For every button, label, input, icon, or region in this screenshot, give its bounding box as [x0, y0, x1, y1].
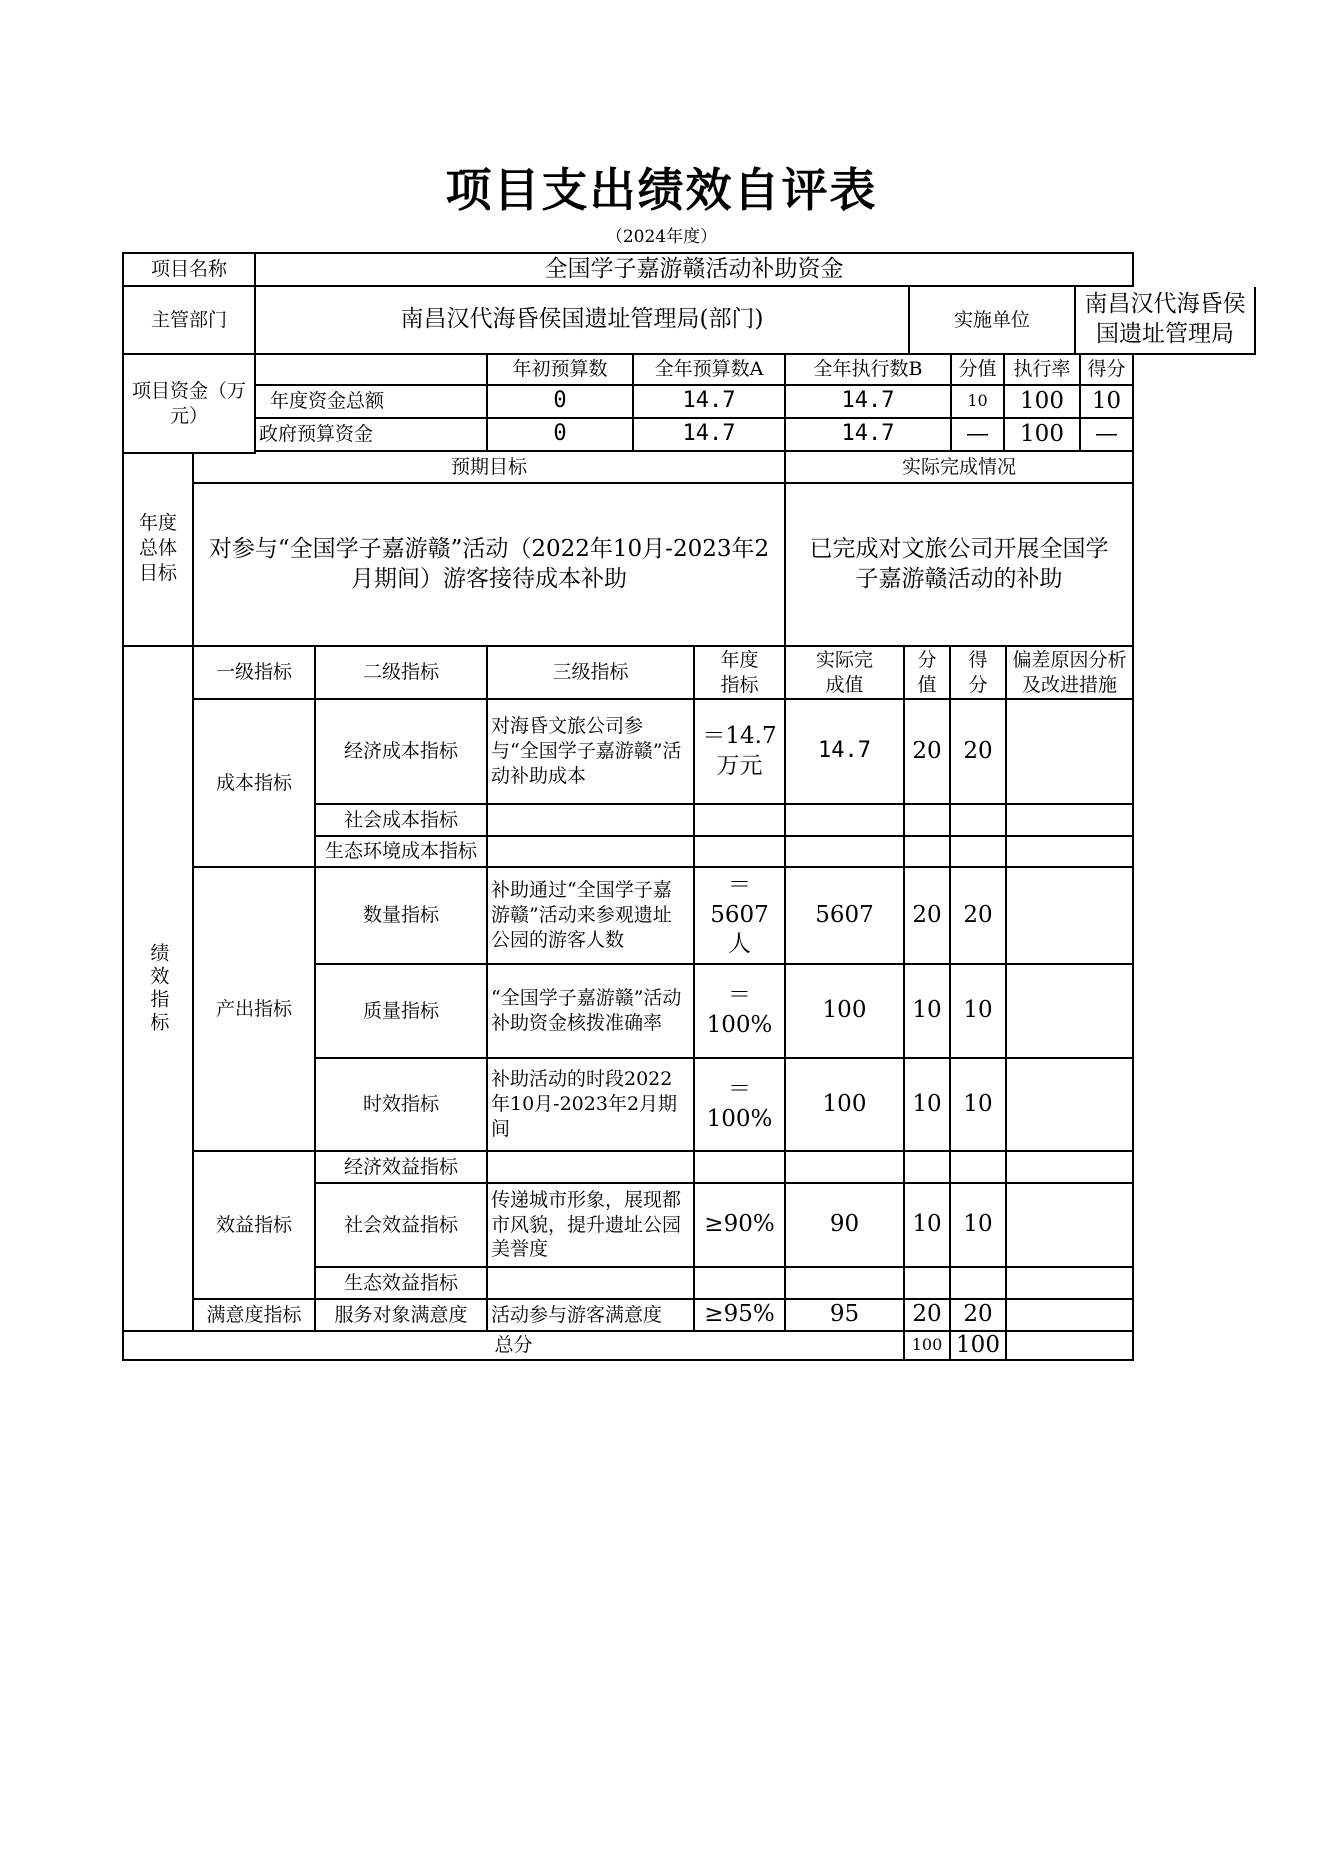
satisfaction-annual: ≥95% — [695, 1300, 786, 1332]
level1-cost: 成本指标 — [194, 700, 316, 868]
funds-row-gov-initial: 0 — [488, 419, 634, 452]
project-name-label: 项目名称 — [124, 254, 256, 287]
satisfaction-level3: 活动参与游客满意度 — [488, 1300, 695, 1332]
goals-expected: 对参与“全国学子嘉游赣”活动（2022年10月-2023年2月期间）游客接待成本补助 — [194, 484, 786, 647]
eco-benefit-annual — [695, 1268, 786, 1300]
total-score-value: 100 — [905, 1332, 951, 1361]
funds-header-score-value: 分值 — [952, 355, 1005, 386]
funds-row-total-budget: 14.7 — [634, 386, 786, 419]
goals-expected-header: 预期目标 — [194, 452, 786, 484]
quality-actual: 100 — [786, 965, 905, 1059]
funds-row-gov-executed: 14.7 — [786, 419, 952, 452]
eco-cost-score-value — [905, 837, 951, 868]
header-level2: 二级指标 — [316, 647, 488, 700]
funds-row-total-score-value: 10 — [952, 386, 1005, 419]
social-benefit-score: 10 — [951, 1184, 1007, 1268]
unit-label: 实施单位 — [910, 287, 1076, 355]
goals-actual: 已完成对文旅公司开展全国学子嘉游赣活动的补助 — [786, 484, 1134, 647]
econ-benefit-score-value — [905, 1152, 951, 1184]
project-name: 全国学子嘉游赣活动补助资金 — [256, 254, 1134, 287]
eco-benefit-actual — [786, 1268, 905, 1300]
eco-cost-score — [951, 837, 1007, 868]
econ-cost-level2: 经济成本指标 — [316, 700, 488, 805]
social-cost-level2: 社会成本指标 — [316, 805, 488, 837]
econ-benefit-level2: 经济效益指标 — [316, 1152, 488, 1184]
timeliness-deviation — [1007, 1059, 1134, 1152]
timeliness-score: 10 — [951, 1059, 1007, 1152]
social-cost-level3 — [488, 805, 695, 837]
header-actual: 实际完成值 — [786, 647, 905, 700]
eco-benefit-score — [951, 1268, 1007, 1300]
indicators-label-text: 绩效指标 — [147, 942, 170, 1035]
econ-cost-score-value: 20 — [905, 700, 951, 805]
social-benefit-level2: 社会效益指标 — [316, 1184, 488, 1268]
econ-cost-annual: ＝14.7万元 — [695, 700, 786, 805]
funds-row-gov-rate: 100 — [1005, 419, 1081, 452]
funds-row-gov-name: 政府预算资金 — [256, 419, 488, 452]
funds-row-total-score: 10 — [1081, 386, 1134, 419]
funds-header-executed: 全年执行数B — [786, 355, 952, 386]
level1-satisfaction: 满意度指标 — [194, 1300, 316, 1332]
funds-header-initial: 年初预算数 — [488, 355, 634, 386]
dept-label: 主管部门 — [124, 287, 256, 355]
quantity-annual: ＝5607人 — [695, 868, 786, 965]
timeliness-annual: ＝100% — [695, 1059, 786, 1152]
econ-benefit-actual — [786, 1152, 905, 1184]
timeliness-actual: 100 — [786, 1059, 905, 1152]
header-score: 得分 — [951, 647, 1007, 700]
timeliness-score-value: 10 — [905, 1059, 951, 1152]
econ-benefit-level3 — [488, 1152, 695, 1184]
indicators-label — [124, 647, 194, 1332]
econ-benefit-annual — [695, 1152, 786, 1184]
funds-row-total-name: 年度资金总额 — [256, 386, 488, 419]
quantity-actual: 5607 — [786, 868, 905, 965]
header-score-value: 分值 — [905, 647, 951, 700]
quantity-deviation — [1007, 868, 1134, 965]
satisfaction-actual: 95 — [786, 1300, 905, 1332]
year-subtitle: （2024年度） — [605, 227, 718, 247]
quality-score: 10 — [951, 965, 1007, 1059]
funds-header-blank — [256, 355, 488, 386]
eco-benefit-score-value — [905, 1268, 951, 1300]
econ-cost-actual: 14.7 — [786, 700, 905, 805]
social-benefit-actual: 90 — [786, 1184, 905, 1268]
evaluation-table — [122, 252, 1246, 1361]
social-cost-score-value — [905, 805, 951, 837]
quality-level3: “全国学子嘉游赣”活动补助资金核拨准确率 — [488, 965, 695, 1059]
header-level1: 一级指标 — [194, 647, 316, 700]
social-cost-score — [951, 805, 1007, 837]
goals-actual-header: 实际完成情况 — [786, 452, 1134, 484]
header-annual: 年度指标 — [695, 647, 786, 700]
timeliness-level3: 补助活动的时段2022年10月-2023年2月期间 — [488, 1059, 695, 1152]
eco-cost-actual — [786, 837, 905, 868]
quantity-score: 20 — [951, 868, 1007, 965]
funds-row-gov-score-value: — — [952, 419, 1005, 452]
funds-row-total-rate: 100 — [1005, 386, 1081, 419]
social-benefit-annual: ≥90% — [695, 1184, 786, 1268]
eco-cost-annual — [695, 837, 786, 868]
social-benefit-level3: 传递城市形象，展现都市风貌，提升遗址公园美誉度 — [488, 1184, 695, 1268]
quality-deviation — [1007, 965, 1134, 1059]
quantity-level3: 补助通过“全国学子嘉游赣”活动来参观遗址公园的游客人数 — [488, 868, 695, 965]
satisfaction-level2: 服务对象满意度 — [316, 1300, 488, 1332]
timeliness-level2: 时效指标 — [316, 1059, 488, 1152]
level1-benefit: 效益指标 — [194, 1152, 316, 1300]
eco-benefit-level3 — [488, 1268, 695, 1300]
funds-row-total-executed: 14.7 — [786, 386, 952, 419]
total-label: 总分 — [124, 1332, 905, 1361]
eco-benefit-deviation — [1007, 1268, 1134, 1300]
funds-header-rate: 执行率 — [1005, 355, 1081, 386]
social-benefit-score-value: 10 — [905, 1184, 951, 1268]
quality-annual: ＝100% — [695, 965, 786, 1059]
social-cost-actual — [786, 805, 905, 837]
funds-header-budget: 全年预算数A — [634, 355, 786, 386]
dept-value: 南昌汉代海昏侯国遗址管理局(部门) — [256, 287, 910, 355]
goals-label: 年度总体目标 — [124, 452, 194, 647]
header-deviation: 偏差原因分析及改进措施 — [1007, 647, 1134, 700]
quality-level2: 质量指标 — [316, 965, 488, 1059]
social-benefit-deviation — [1007, 1184, 1134, 1268]
eco-cost-level3 — [488, 837, 695, 868]
funds-header-score: 得分 — [1081, 355, 1134, 386]
quantity-level2: 数量指标 — [316, 868, 488, 965]
eco-benefit-level2: 生态效益指标 — [316, 1268, 488, 1300]
social-cost-annual — [695, 805, 786, 837]
econ-cost-score: 20 — [951, 700, 1007, 805]
funds-row-gov-score: — — [1081, 419, 1134, 452]
eco-cost-deviation — [1007, 837, 1134, 868]
econ-cost-deviation — [1007, 700, 1134, 805]
satisfaction-deviation — [1007, 1300, 1134, 1332]
total-deviation — [1007, 1332, 1134, 1361]
funds-label: 项目资金（万元） — [124, 355, 256, 454]
header-level3: 三级指标 — [488, 647, 695, 700]
econ-benefit-deviation — [1007, 1152, 1134, 1184]
unit-value: 南昌汉代海昏侯国遗址管理局 — [1076, 287, 1256, 355]
satisfaction-score-value: 20 — [905, 1300, 951, 1332]
quality-score-value: 10 — [905, 965, 951, 1059]
econ-cost-level3: 对海昏文旅公司参与“全国学子嘉游赣”活动补助成本 — [488, 700, 695, 805]
level1-output: 产出指标 — [194, 868, 316, 1152]
funds-row-total-initial: 0 — [488, 386, 634, 419]
satisfaction-score: 20 — [951, 1300, 1007, 1332]
quantity-score-value: 20 — [905, 868, 951, 965]
page-title: 项目支出绩效自评表 — [445, 163, 878, 217]
econ-benefit-score — [951, 1152, 1007, 1184]
social-cost-deviation — [1007, 805, 1134, 837]
eco-cost-level2: 生态环境成本指标 — [316, 837, 488, 868]
total-score: 100 — [951, 1332, 1007, 1361]
funds-row-gov-budget: 14.7 — [634, 419, 786, 452]
